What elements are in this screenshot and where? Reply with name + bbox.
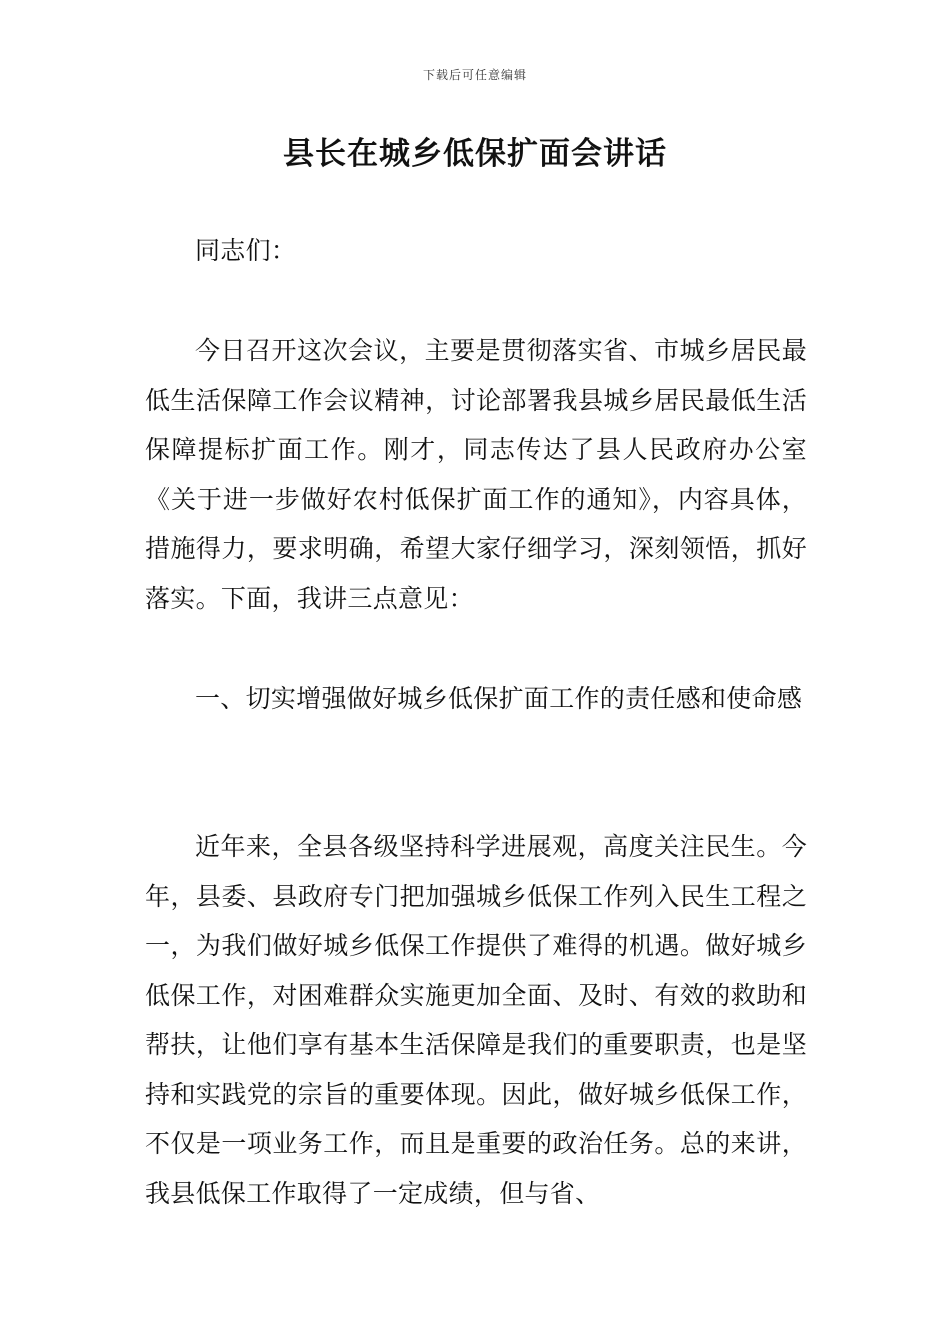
salutation: 同志们： <box>195 236 297 265</box>
page-title: 县长在城乡低保扩面会讲话 <box>283 136 667 172</box>
paragraph-intro: 今日召开这次会议，主要是贯彻落实省、市城乡居民最低生活保障工作会议精神，讨论部署我县城乡居民最低生活保障提标扩面工作。刚才，同志传达了县人民政府办公室《关于进一步做好农村低保扩面工作的通知》，内容具体，措施得力，要求明确，希望大家仔细学习，深刻领悟，抓好落实。下面，我讲三点意见： <box>145 336 807 613</box>
paragraph-section-1: 近年来，全县各级坚持科学进展观，高度关注民生。今年，县委、县政府专门把加强城乡低保工作列入民生工程之一，为我们做好城乡低保工作提供了难得的机遇。做好城乡低保工作，对困难群众实施更加全面、及时、有效的救助和帮扶，让他们享有基本生活保障是我们的重要职责，也是坚持和实践党的宗旨的重要体现。因此，做好城乡低保工作，不仅是一项业务工作，而且是重要的政治任务。总的来讲，我县低保工作取得了一定成绩，但与省、 <box>145 832 807 1208</box>
header-note: 下载后可任意编辑 <box>422 68 527 82</box>
section-heading-1: 一、切实增强做好城乡低保扩面工作的责任感和使命感 <box>195 684 803 713</box>
